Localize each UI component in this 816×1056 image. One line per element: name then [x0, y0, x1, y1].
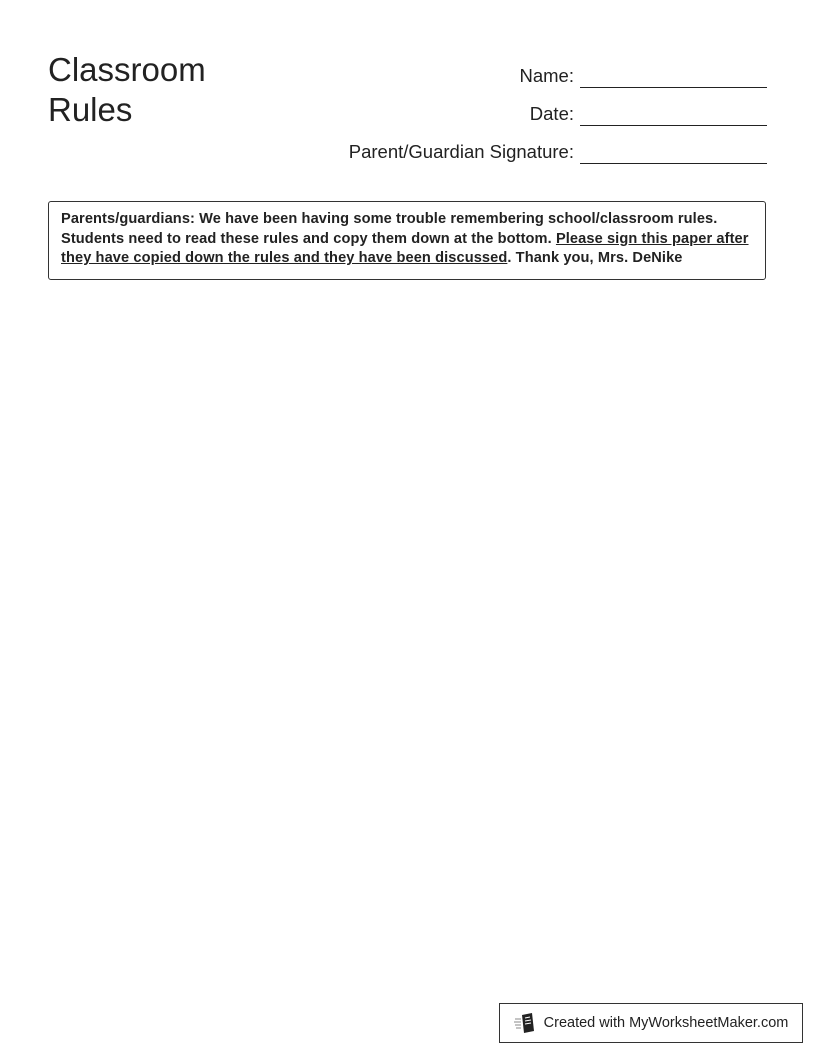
- date-field: [349, 88, 767, 126]
- name-label: Name:: [519, 65, 574, 86]
- signature-label: Parent/Guardian Signature:: [348, 141, 574, 162]
- footer-credit: [499, 1003, 803, 1043]
- page-title: Classroom Rules: [48, 51, 206, 128]
- note-underlined-text: Please sign this paper after they have copied down the rules and they have been discussed: [61, 230, 749, 266]
- footer-label: Created with MyWorksheetMaker.com: [543, 1015, 789, 1031]
- name-line[interactable]: [580, 65, 767, 88]
- date-label: Date:: [529, 103, 574, 124]
- signature-line[interactable]: [580, 141, 767, 164]
- parent-note-box: [48, 201, 766, 280]
- date-line[interactable]: [580, 103, 767, 126]
- worksheet-maker-logo-icon: [514, 1012, 536, 1034]
- student-info-fields: [349, 50, 767, 164]
- name-field: [349, 50, 767, 88]
- signature-field: [349, 126, 767, 164]
- note-text: Parents/guardians: We have been having some trouble remembering school/classroom rules. Students need to read these rules and copy them down at the bottom.: [61, 211, 718, 247]
- note-closing-text: . Thank you, Mrs. DeNike: [507, 250, 683, 266]
